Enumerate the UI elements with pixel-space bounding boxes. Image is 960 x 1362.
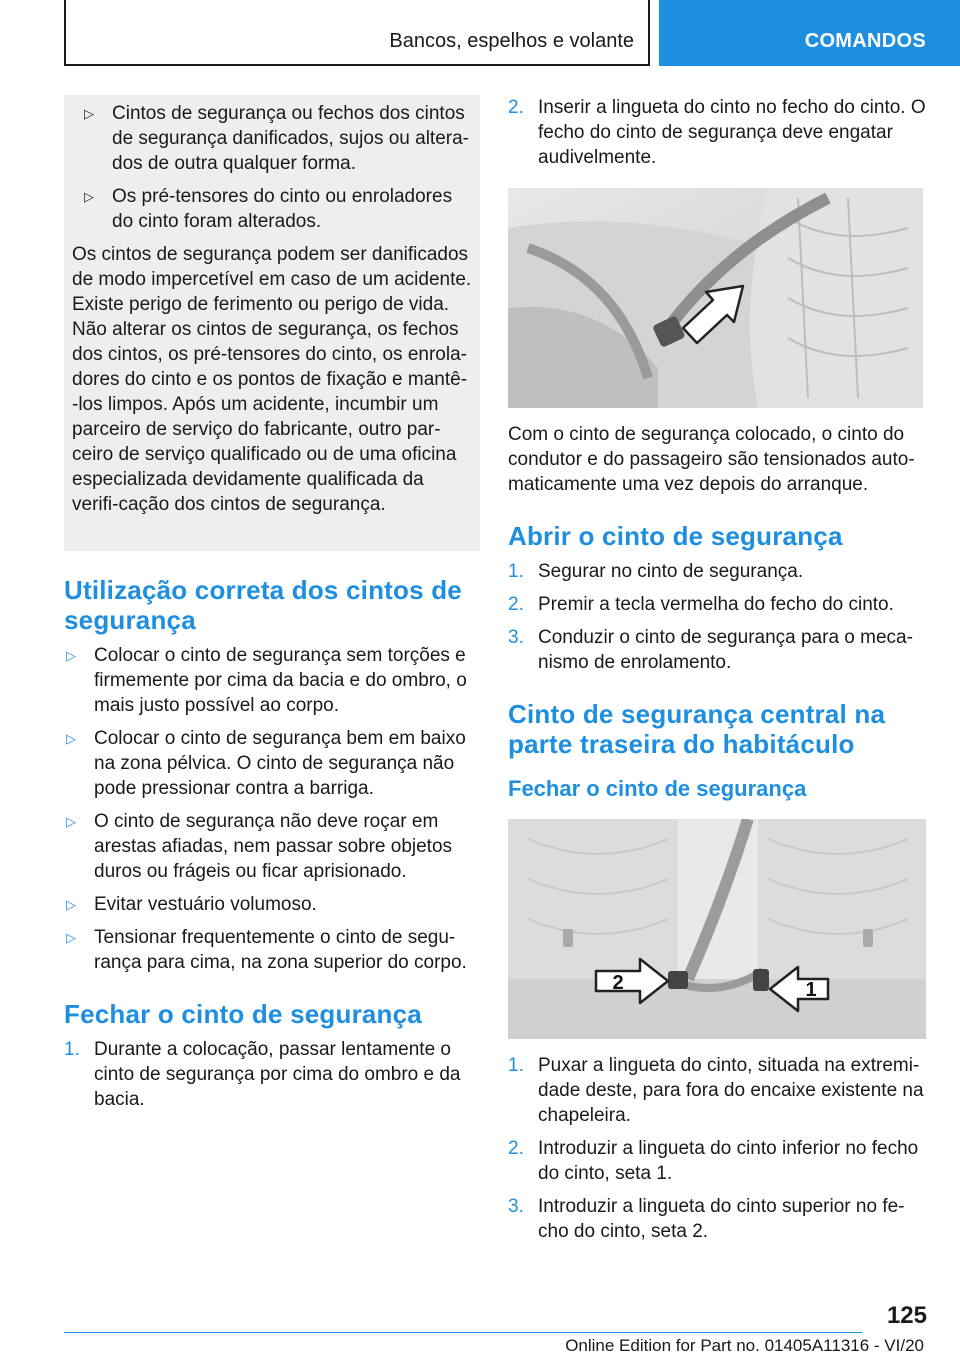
close-step bbox=[64, 1037, 480, 1112]
use-item bbox=[64, 643, 480, 718]
subheading-close-center: Fechar o cinto de segurança bbox=[508, 776, 807, 801]
step-number: 3. bbox=[508, 627, 524, 648]
header-title-box bbox=[64, 0, 650, 66]
warning-item-text: Os pré-tensores do cinto ou enroladores do cinto foram alterados. bbox=[112, 186, 453, 232]
use-item-text: Colocar o cinto de segurança sem torções e firmemente por cima da bacia e do ombro, o mais justo possível ao corpo. bbox=[94, 645, 467, 716]
use-item bbox=[64, 892, 480, 917]
use-item bbox=[64, 925, 480, 975]
use-item-text: Evitar vestuário volumoso. bbox=[94, 894, 317, 915]
bullet-triangle-icon: ▷ bbox=[66, 897, 76, 912]
bullet-triangle-icon: ▷ bbox=[66, 648, 76, 663]
step-text: Inserir a lingueta do cinto no fecho do cinto. O fecho do cinto de segurança deve engatar audivelmente. bbox=[538, 97, 926, 168]
heading-close-belt: Fechar o cinto de segurança bbox=[64, 999, 422, 1029]
step-number: 2. bbox=[508, 594, 524, 615]
center-step bbox=[508, 1136, 928, 1186]
center-step bbox=[508, 1053, 928, 1128]
step-text: Segurar no cinto de segurança. bbox=[538, 561, 804, 582]
bullet-triangle-icon: ▷ bbox=[66, 731, 76, 746]
heading-correct-use: Utilização correta dos cintos de segurança bbox=[64, 575, 462, 635]
left-column bbox=[64, 95, 480, 1120]
warning-item-text: Cintos de segurança ou fechos dos cintos de segurança danificados, sujos ou altera-dos de outra qualquer forma. bbox=[112, 103, 470, 174]
heading-open-belt: Abrir o cinto de segurança bbox=[508, 521, 843, 551]
header-section-tab bbox=[659, 0, 960, 66]
page-number: 125 bbox=[886, 1302, 927, 1329]
center-belt-illustration bbox=[508, 819, 926, 1039]
center-step bbox=[508, 1194, 928, 1244]
tension-paragraph: Com o cinto de segurança colocado, o cinto do condutor e do passageiro são tensionados auto-maticamente uma vez depois do arranque. bbox=[508, 424, 915, 495]
warning-paragraph: Os cintos de segurança podem ser danificados de modo impercetível em caso de um acidente. Existe perigo de ferimento ou perigo de vida. Não alterar os cintos de segurança, os fechos dos cintos, os pré-tensores do cinto, os enrola-dores do cinto e os pontos de fixação e mantê--los limpos. Após um acidente, incumbir um parceiro de serviço do fabricante, outro par-ceiro de serviço qualificado ou de uma oficina especializada devidamente qualificada da verifi-cação dos cintos de segurança. bbox=[72, 244, 472, 515]
heading-center-belt: Cinto de segurança central na parte traseira do habitáculo bbox=[508, 699, 886, 759]
header-title: Bancos, espelhos e volante bbox=[389, 30, 634, 52]
step-number: 1. bbox=[64, 1039, 80, 1060]
step-text: Introduzir a lingueta do cinto superior no fe-cho do cinto, seta 2. bbox=[538, 1196, 905, 1242]
bullet-triangle-icon: ▷ bbox=[84, 189, 94, 204]
footer-edition: Online Edition for Part no. 01405A11316 - VI/20 bbox=[565, 1336, 924, 1355]
bullet-triangle-icon: ▷ bbox=[66, 814, 76, 829]
step-text: Durante a colocação, passar lentamente o cinto de segurança por cima do ombro e da bacia. bbox=[94, 1039, 461, 1110]
use-item-text: O cinto de segurança não deve roçar em arestas afiadas, nem passar sobre objetos duros ou frágeis ou ficar aprisionado. bbox=[94, 811, 453, 882]
buckle-photo bbox=[508, 188, 923, 408]
step-number: 1. bbox=[508, 1055, 524, 1076]
warning-item bbox=[82, 184, 472, 234]
footer-divider bbox=[64, 1332, 862, 1333]
use-item-text: Tensionar frequentemente o cinto de segu-rança para cima, na zona superior do corpo. bbox=[94, 927, 467, 973]
buckle-illustration bbox=[508, 188, 923, 408]
step-number: 3. bbox=[508, 1196, 524, 1217]
step-text: Puxar a lingueta do cinto, situada na extremi-dade deste, para fora do encaixe existente na chapeleira. bbox=[538, 1055, 924, 1126]
right-column bbox=[508, 95, 928, 1252]
step-text: Premir a tecla vermelha do fecho do cinto. bbox=[538, 594, 894, 615]
step-text: Conduzir o cinto de segurança para o meca-nismo de enrolamento. bbox=[538, 627, 913, 673]
use-item bbox=[64, 726, 480, 801]
arrow-2-label: 2 bbox=[612, 972, 624, 994]
open-step bbox=[508, 592, 928, 617]
arrow-1-label: 1 bbox=[805, 979, 817, 1001]
warning-box bbox=[64, 95, 480, 551]
use-item bbox=[64, 809, 480, 884]
step-number: 2. bbox=[508, 1138, 524, 1159]
open-step bbox=[508, 559, 928, 584]
use-item-text: Colocar o cinto de segurança bem em baixo na zona pélvica. O cinto de segurança não pode pressionar contra a barriga. bbox=[94, 728, 466, 799]
bullet-triangle-icon: ▷ bbox=[66, 930, 76, 945]
open-step bbox=[508, 625, 928, 675]
bullet-triangle-icon: ▷ bbox=[84, 106, 94, 121]
close-step bbox=[508, 95, 928, 170]
step-number: 2. bbox=[508, 97, 524, 118]
step-number: 1. bbox=[508, 561, 524, 582]
header-section-label: COMANDOS bbox=[804, 30, 926, 52]
step-text: Introduzir a lingueta do cinto inferior no fecho do cinto, seta 1. bbox=[538, 1138, 919, 1184]
center-belt-photo bbox=[508, 819, 926, 1039]
warning-item bbox=[82, 101, 472, 176]
